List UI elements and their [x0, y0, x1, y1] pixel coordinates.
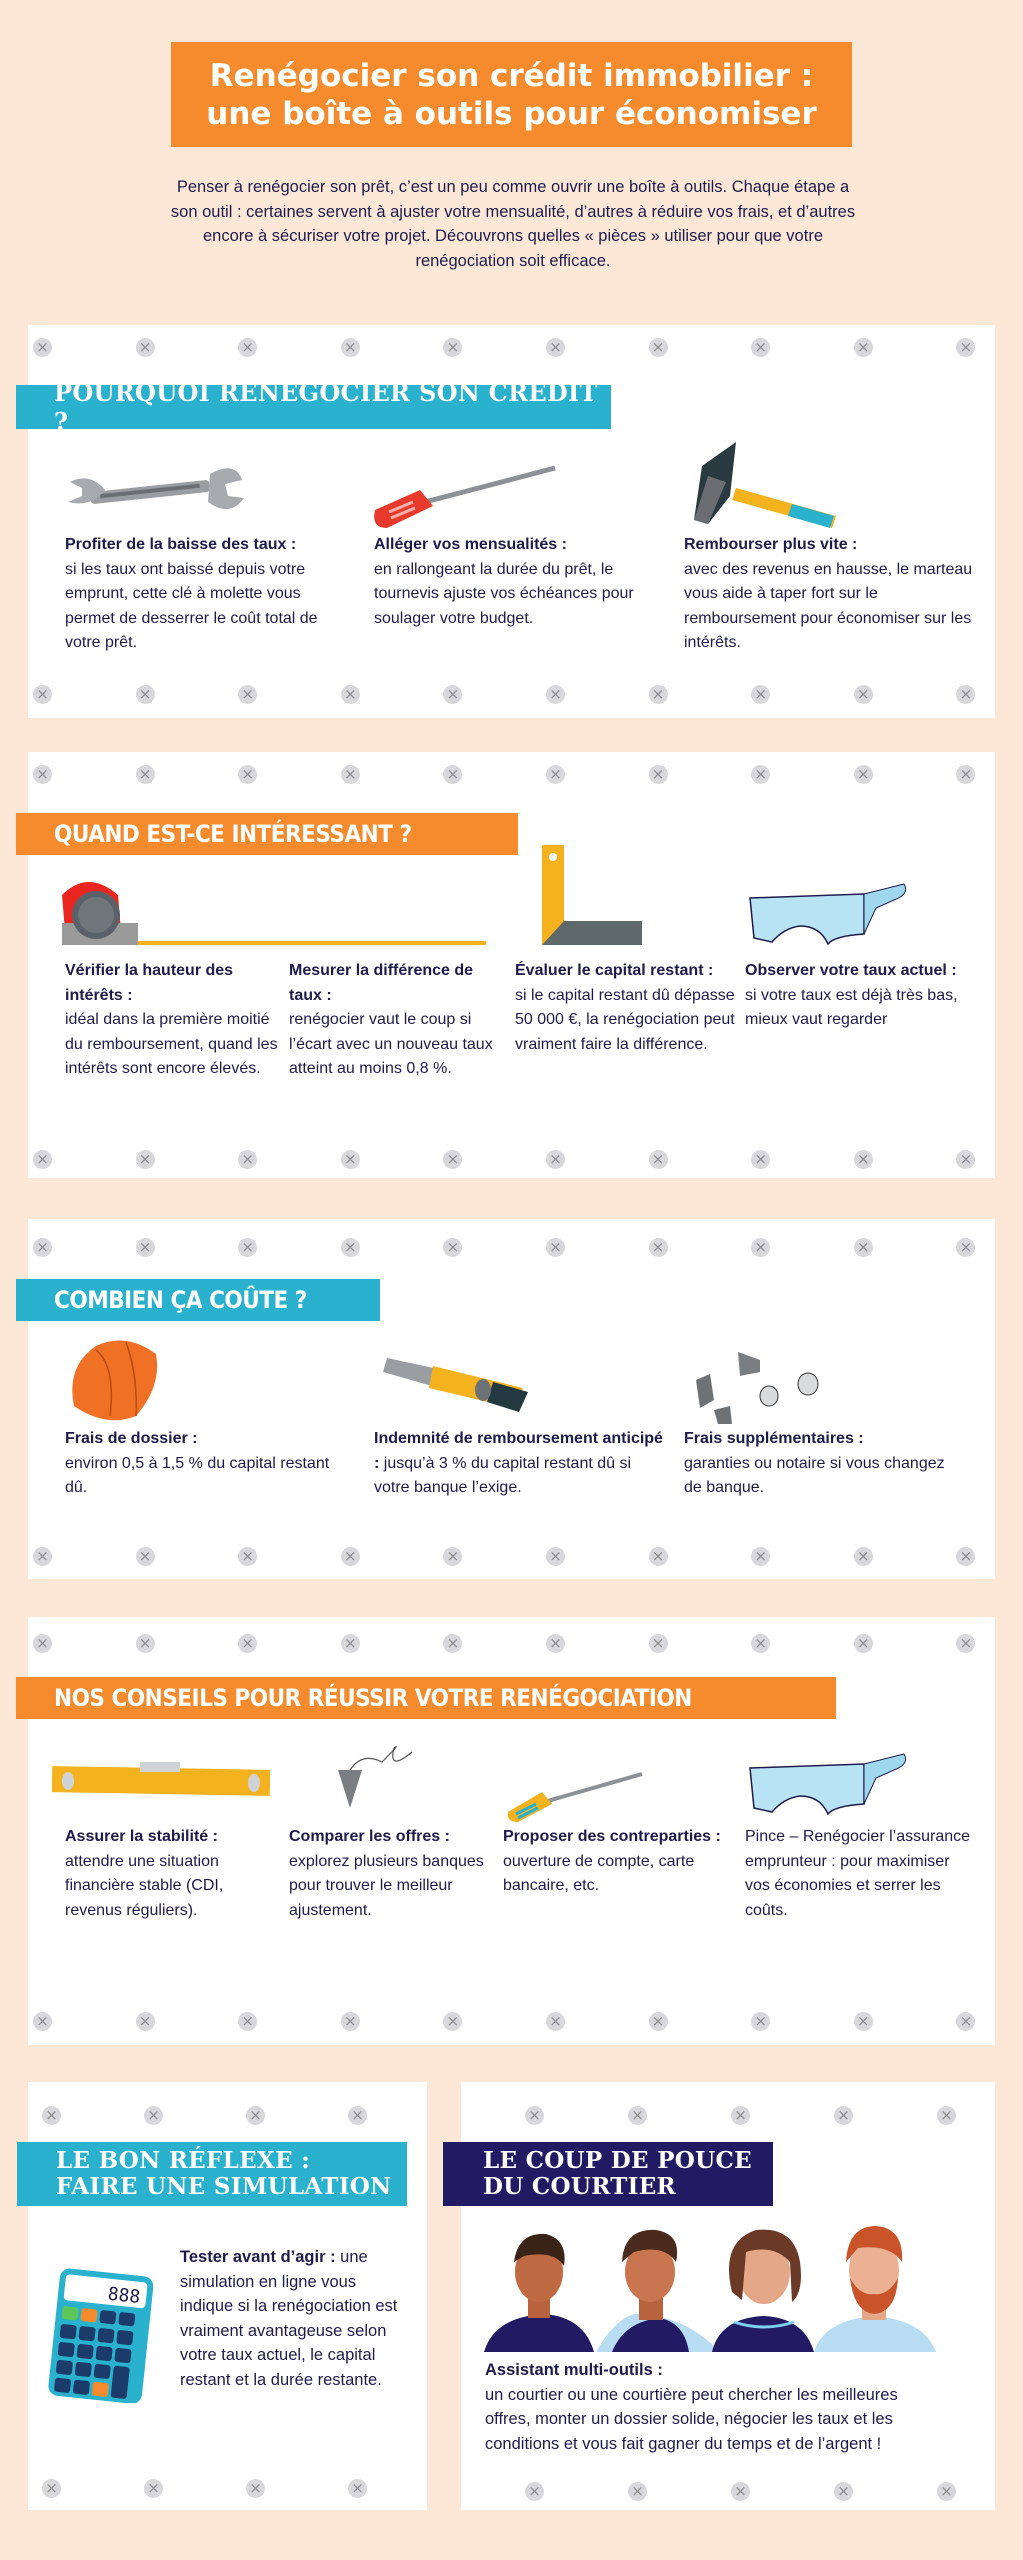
screw-icon: ×: [937, 2482, 956, 2501]
screw-icon: ×: [136, 338, 155, 357]
simulation-title-line1: LE BON RÉFLEXE :: [56, 2147, 310, 2174]
screw-icon: ×: [546, 338, 565, 357]
screw-icon: ×: [246, 2106, 265, 2125]
item-text: si les taux ont baissé depuis votre emprunt, cette clé à molette vous permet de desserrer le coût total de votre prêt.: [65, 560, 318, 651]
screw-icon: ×: [348, 2106, 367, 2125]
screw-row-top: [28, 338, 995, 358]
screw-icon: ×: [443, 1547, 462, 1566]
screw-icon: ×: [546, 765, 565, 784]
screw-icon: ×: [443, 685, 462, 704]
screw-icon: ×: [854, 338, 873, 357]
why-item-1: [65, 533, 350, 656]
cost-item-2: [374, 1427, 664, 1501]
screw-icon: ×: [854, 765, 873, 784]
screw-icon: ×: [956, 685, 975, 704]
screw-icon: ×: [136, 2012, 155, 2031]
tips-item-1: [65, 1825, 280, 1923]
screw-icon: ×: [33, 1634, 52, 1653]
item-title: Alléger vos mensualités :: [374, 536, 567, 553]
screw-icon: ×: [238, 1150, 257, 1169]
screw-icon: ×: [238, 1238, 257, 1257]
screw-icon: ×: [751, 1238, 770, 1257]
item-title: Frais de dossier :: [65, 1430, 198, 1447]
screw-row-top: [28, 1238, 995, 1258]
screw-icon: ×: [443, 1238, 462, 1257]
item-text: idéal dans la première moitié du remboursement, quand les intérêts sont encore élevés.: [65, 1011, 278, 1077]
item-title: Vérifier la hauteur des intérêts :: [65, 962, 234, 1004]
item-text: attendre une situation financière stable (CDI, revenus réguliers).: [65, 1852, 224, 1919]
screw-row-bottom: [461, 2482, 995, 2502]
broker-text: [485, 2358, 945, 2456]
intro-paragraph: Penser à renégocier son prêt, c’est un peu comme ouvrir une boîte à outils. Chaque étape a son outil : certaines servent à ajuster votre mensualité, d’autres à réduire vos frais, et d’autres encore à sécuriser votre projet. Découvrons quelles « pièces » utiliser pour que votre renégociation soit efficace.: [170, 178, 856, 270]
screw-icon: ×: [341, 685, 360, 704]
screw-icon: ×: [751, 1634, 770, 1653]
screw-icon: ×: [546, 685, 565, 704]
screw-icon: ×: [136, 685, 155, 704]
screw-icon: ×: [341, 1150, 360, 1169]
broker-body: un courtier ou une courtière peut chercher les meilleures offres, monter un dossier solide, négocier les taux et les conditions et vous fait gagner du temps et de l’argent !: [485, 2385, 898, 2453]
screw-icon: ×: [854, 2012, 873, 2031]
screw-icon: ×: [751, 338, 770, 357]
item-text: en rallongeant la durée du prêt, le tournevis ajuste vos échéances pour soulager votre budget.: [374, 560, 634, 627]
screw-icon: ×: [854, 1547, 873, 1566]
screw-icon: ×: [341, 1547, 360, 1566]
when-item-1: [65, 959, 290, 1082]
screw-icon: ×: [246, 2479, 265, 2498]
item-title: Observer votre taux actuel :: [745, 962, 957, 979]
screw-icon: ×: [956, 1634, 975, 1653]
screw-icon: ×: [238, 2012, 257, 2031]
screw-icon: ×: [238, 1547, 257, 1566]
broker-title-line1: LE COUP DE POUCE: [483, 2147, 752, 2174]
broker-title-line2: DU COURTIER: [483, 2173, 676, 2200]
item-text: jusqu’à 3 % du capital restant dû si votre banque l’exige.: [374, 1454, 632, 1496]
item-text: si votre taux est déjà très bas, mieux vaut regarder: [745, 986, 958, 1028]
item-text: avec des revenus en hausse, le marteau vous aide à taper fort sur le remboursement pour économiser sur les intérêts.: [684, 560, 973, 651]
screw-icon: ×: [136, 1547, 155, 1566]
screw-icon: ×: [33, 2012, 52, 2031]
item-title: Frais supplémentaires :: [684, 1430, 864, 1447]
simulation-title: [17, 2142, 407, 2206]
item-text: garanties ou notaire si vous changez de banque.: [684, 1454, 945, 1496]
screw-icon: ×: [751, 1547, 770, 1566]
screw-icon: ×: [546, 1238, 565, 1257]
plumb-bob-icon: [332, 1742, 422, 1812]
screw-row-top: [28, 1634, 995, 1654]
item-title: Rembourser plus vite :: [684, 536, 858, 553]
screw-icon: ×: [33, 338, 52, 357]
screw-icon: ×: [443, 2012, 462, 2031]
screw-icon: ×: [341, 1238, 360, 1257]
item-text: Pince – Renégocier l’assurance emprunteur : pour maximiser vos économies et serrer les coûts.: [745, 1828, 971, 1919]
screw-row-bottom: [28, 1150, 995, 1170]
when-item-4: [745, 959, 970, 1033]
screw-icon: ×: [238, 765, 257, 784]
screw-icon: ×: [854, 1634, 873, 1653]
screw-icon: ×: [628, 2106, 647, 2125]
screw-row-bottom: [28, 1547, 995, 1567]
screw-icon: ×: [649, 1634, 668, 1653]
why-item-2: [374, 533, 659, 631]
safety-glasses-icon: [744, 1750, 914, 1830]
screw-icon: ×: [546, 1547, 565, 1566]
screw-icon: ×: [731, 2106, 750, 2125]
screw-icon: ×: [956, 1547, 975, 1566]
why-item-3: [684, 533, 979, 656]
broker-title: [443, 2142, 773, 2206]
screw-icon: ×: [238, 685, 257, 704]
svg-text:888: 888: [106, 2283, 142, 2308]
screw-icon: ×: [956, 765, 975, 784]
screw-icon: ×: [348, 2479, 367, 2498]
screwdriver-yellow-icon: [504, 1770, 644, 1825]
page-title-line1: Renégocier son crédit immobilier :: [209, 57, 814, 94]
screw-icon: ×: [649, 2012, 668, 2031]
screw-icon: ×: [649, 338, 668, 357]
item-text: si le capital restant dû dépasse 50 000 €, la renégociation peut vraiment faire la différence.: [515, 986, 735, 1053]
screw-icon: ×: [42, 2479, 61, 2498]
when-item-3: [515, 959, 745, 1057]
screw-icon: ×: [33, 765, 52, 784]
screw-icon: ×: [546, 1150, 565, 1169]
screwdriver-icon: [365, 462, 560, 532]
screw-icon: ×: [628, 2482, 647, 2501]
safety-glasses-icon: [744, 880, 914, 960]
wrench-icon: [60, 462, 245, 522]
screw-icon: ×: [649, 1547, 668, 1566]
item-title: Profiter de la baisse des taux :: [65, 536, 297, 553]
item-text: ouverture de compte, carte bancaire, etc.: [503, 1852, 695, 1894]
screw-icon: ×: [238, 1634, 257, 1653]
screw-icon: ×: [751, 765, 770, 784]
screw-icon: ×: [341, 338, 360, 357]
screw-icon: ×: [341, 765, 360, 784]
screw-icon: ×: [136, 765, 155, 784]
item-title: Assurer la stabilité :: [65, 1828, 218, 1845]
screw-icon: ×: [649, 1238, 668, 1257]
item-title: Évaluer le capital restant :: [515, 962, 714, 979]
item-text: explorez plusieurs banques pour trouver le meilleur ajustement.: [289, 1852, 484, 1919]
screw-row-bottom: [28, 2012, 995, 2032]
tips-item-4: [745, 1825, 970, 1923]
screw-icon: ×: [649, 765, 668, 784]
page-title-line2: une boîte à outils pour économiser: [206, 95, 817, 132]
screw-icon: ×: [443, 1150, 462, 1169]
screw-icon: ×: [937, 2106, 956, 2125]
calculator-icon: [48, 2268, 153, 2403]
spirit-level-icon: [52, 1762, 272, 1802]
simulation-text: [180, 2245, 410, 2392]
carpenter-square-icon: [540, 845, 645, 947]
hammer-icon: [686, 436, 861, 536]
screw-icon: ×: [731, 2482, 750, 2501]
screw-icon: ×: [341, 1634, 360, 1653]
screw-icon: ×: [956, 1150, 975, 1169]
screw-icon: ×: [854, 685, 873, 704]
page-title-banner: [171, 42, 852, 147]
screw-icon: ×: [443, 1634, 462, 1653]
simulation-lead: Tester avant d’agir :: [180, 2248, 336, 2266]
screw-icon: ×: [834, 2482, 853, 2501]
item-title: Mesurer la différence de taux :: [289, 962, 474, 1004]
screw-icon: ×: [525, 2482, 544, 2501]
simulation-title-line2: FAIRE UNE SIMULATION: [56, 2173, 392, 2200]
screw-row-bottom: [28, 685, 995, 705]
screw-icon: ×: [956, 2012, 975, 2031]
item-title: Indemnité de remboursement anticipé :: [374, 1430, 663, 1472]
screw-icon: ×: [834, 2106, 853, 2125]
screw-icon: ×: [42, 2106, 61, 2125]
screw-icon: ×: [525, 2106, 544, 2125]
screw-icon: ×: [751, 685, 770, 704]
section-cost-title: COMBIEN ÇA COÛTE ?: [16, 1279, 380, 1321]
screw-icon: ×: [751, 1150, 770, 1169]
screw-icon: ×: [341, 2012, 360, 2031]
section-why-title: POURQUOI RENÉGOCIER SON CRÉDIT ?: [16, 385, 611, 429]
screw-icon: ×: [854, 1238, 873, 1257]
cost-item-3: [684, 1427, 964, 1501]
screw-icon: ×: [649, 1150, 668, 1169]
tips-item-3: [503, 1825, 748, 1899]
screw-icon: ×: [136, 1634, 155, 1653]
screw-icon: ×: [956, 1238, 975, 1257]
screw-row-bottom: [28, 2479, 427, 2499]
screw-icon: ×: [443, 338, 462, 357]
screw-icon: ×: [33, 1238, 52, 1257]
screw-icon: ×: [33, 1150, 52, 1169]
utility-knife-icon: [383, 1352, 533, 1412]
screw-row-top: [28, 765, 995, 785]
broker-lead: Assistant multi-outils :: [485, 2361, 663, 2379]
screw-icon: ×: [33, 685, 52, 704]
screw-icon: ×: [136, 1238, 155, 1257]
screw-icon: ×: [546, 2012, 565, 2031]
section-when-title: QUAND EST-CE INTÉRESSANT ?: [16, 813, 518, 855]
when-item-2: [289, 959, 504, 1082]
screw-icon: ×: [649, 685, 668, 704]
screw-icon: ×: [238, 338, 257, 357]
screw-row-top: [28, 2106, 427, 2126]
screw-icon: ×: [546, 1634, 565, 1653]
screw-icon: ×: [751, 2012, 770, 2031]
cost-item-1: [65, 1427, 345, 1501]
item-title: Comparer les offres :: [289, 1828, 450, 1845]
simulation-body: une simulation en ligne vous indique si la renégociation est vraiment avantageuse selon votre taux actuel, le capital restant et la durée restante.: [180, 2248, 398, 2389]
screw-icon: ×: [956, 338, 975, 357]
item-title: Proposer des contreparties :: [503, 1828, 721, 1845]
screws-bolts-icon: [684, 1350, 854, 1425]
screw-icon: ×: [33, 1547, 52, 1566]
item-text: environ 0,5 à 1,5 % du capital restant dû.: [65, 1454, 330, 1496]
tips-item-2: [289, 1825, 489, 1923]
item-text: renégocier vaut le coup si l’écart avec un nouveau taux atteint au moins 0,8 %.: [289, 1011, 493, 1077]
section-tips-title: NOS CONSEILS POUR RÉUSSIR VOTRE RENÉGOCIATION: [16, 1677, 836, 1719]
screw-icon: ×: [443, 765, 462, 784]
screw-icon: ×: [854, 1150, 873, 1169]
hard-hat-icon: [66, 1336, 166, 1426]
tape-measure-icon: [58, 875, 488, 947]
brokers-team-icon: [484, 2222, 939, 2352]
screw-icon: ×: [144, 2106, 163, 2125]
screw-row-top: [461, 2106, 995, 2126]
screw-icon: ×: [144, 2479, 163, 2498]
screw-icon: ×: [136, 1150, 155, 1169]
